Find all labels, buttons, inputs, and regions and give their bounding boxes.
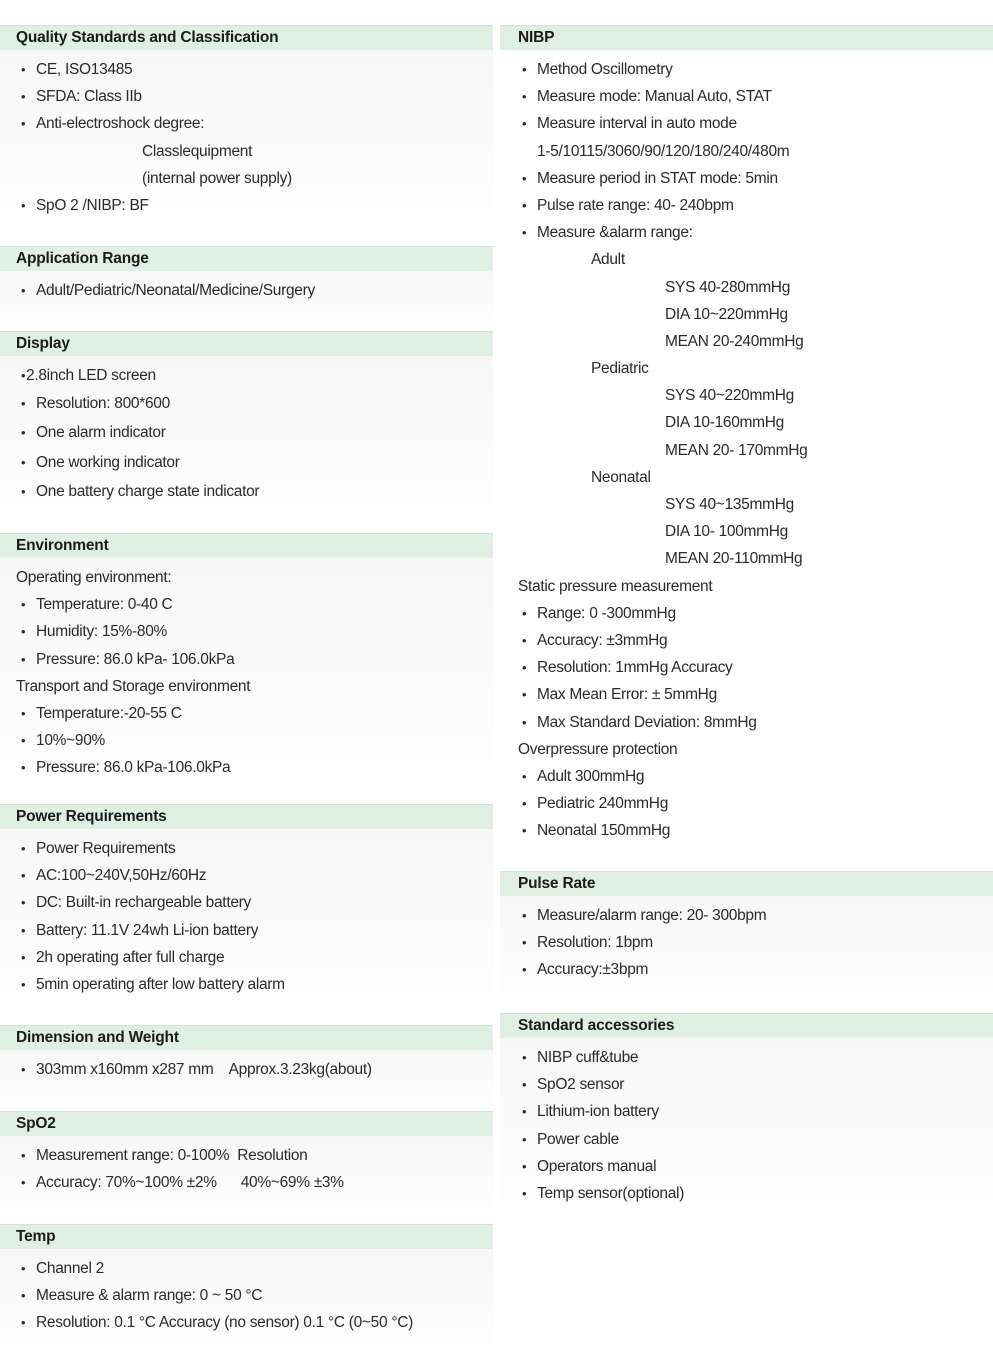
spec-line: DIA 10~220mmHg	[665, 305, 788, 323]
spec-line: Pediatric	[591, 360, 649, 378]
spec-line: • Measure mode: Manual Auto, STAT	[500, 83, 993, 110]
spec-line: • Adult 300mmHg	[500, 763, 993, 790]
spec-line: • Pressure: 86.0 kPa- 106.0kPa	[0, 646, 493, 673]
section-body	[0, 558, 493, 810]
section-body	[500, 896, 993, 1012]
section-title: Quality Standards and Classification	[0, 25, 493, 50]
spec-line: SYS 40-280mmHg	[665, 278, 791, 296]
section-body	[500, 1038, 993, 1234]
spec-line: • Lithium-ion battery	[500, 1098, 993, 1125]
section-title: Power Requirements	[0, 804, 493, 829]
section-body	[0, 1050, 493, 1113]
spec-line: SYS 40~220mmHg	[665, 387, 794, 405]
spec-line: • Battery: 11.1V 24wh Li-ion battery	[0, 917, 493, 944]
section-title: Pulse Rate	[500, 871, 993, 896]
spec-line: • Resolution: 1mmHg Accuracy	[500, 654, 993, 681]
section-title: Temp	[0, 1224, 493, 1249]
section-body	[0, 50, 493, 246]
spec-line: • Pulse rate range: 40- 240bpm	[500, 192, 993, 219]
section-title: Application Range	[0, 246, 493, 271]
spec-line: Neonatal	[591, 468, 651, 486]
spec-line: • Temperature: 0-40 C	[0, 591, 493, 618]
spec-line: • Anti-electroshock degree:	[0, 110, 493, 137]
spec-line: • Measure &alarm range:	[500, 219, 993, 246]
section-body	[0, 1136, 493, 1224]
spec-line: • 5min operating after low battery alarm	[0, 971, 493, 998]
spec-line: MEAN 20- 170mmHg	[665, 441, 808, 459]
spec-line: • Resolution: 0.1 °C Accuracy (no sensor) 0.1 °C (0~50 °C)	[0, 1309, 493, 1336]
spec-line: • CE, ISO13485	[0, 56, 493, 83]
spec-line: • NIBP cuff&tube	[500, 1044, 993, 1071]
spec-line: • One alarm indicator	[0, 418, 493, 447]
spec-line: SYS 40~135mmHg	[665, 496, 794, 513]
spec-line: • 303mm x160mm x287 mm Approx.3.23kg(about)	[0, 1056, 493, 1083]
spec-line: Static pressure measurement	[518, 577, 713, 595]
section-spo2	[0, 1111, 493, 1224]
spec-line: • Max Standard Deviation: 8mmHg	[500, 709, 993, 736]
spec-line: • 2.8inch LED screen	[0, 362, 493, 389]
section-nibp	[500, 25, 993, 876]
spec-line: • Resolution: 800*600	[0, 389, 493, 418]
spec-line: (internal power supply)	[142, 169, 292, 187]
spec-line: • Pressure: 86.0 kPa-106.0kPa	[0, 754, 493, 781]
spec-line: • Pediatric 240mmHg	[500, 790, 993, 817]
spec-line: Transport and Storage environment	[16, 677, 251, 695]
spec-line: • Humidity: 15%-80%	[0, 618, 493, 645]
spec-line: Overpressure protection	[518, 740, 678, 758]
section-body	[500, 50, 993, 876]
spec-line: MEAN 20-240mmHg	[665, 332, 804, 350]
spec-line: • Measure period in STAT mode: 5min	[500, 165, 993, 192]
spec-line: • Adult/Pediatric/Neonatal/Medicine/Surgery	[0, 277, 493, 304]
spec-line: Operating environment:	[16, 569, 172, 586]
spec-line: • Measure/alarm range: 20- 300bpm	[500, 902, 993, 929]
spec-line: • Measure & alarm range: 0 ~ 50 °C	[0, 1282, 493, 1309]
spec-line: • Method Oscillometry	[500, 56, 993, 83]
spec-line: • DC: Built-in rechargeable battery	[0, 889, 493, 916]
spec-line: • Channel 2	[0, 1255, 493, 1282]
spec-line: • 10%~90%	[0, 727, 493, 754]
spec-line: • Resolution: 1bpm	[500, 929, 993, 956]
spec-line: • One battery charge state indicator	[0, 477, 493, 506]
spec-line: MEAN 20-110mmHg	[665, 550, 803, 568]
spec-line: • Measure interval in auto mode	[500, 110, 993, 137]
spec-line: DIA 10- 100mmHg	[665, 523, 788, 541]
section-application	[0, 246, 493, 332]
spec-line: • SpO 2 /NIBP: BF	[0, 192, 493, 219]
spec-line: • Power Requirements	[0, 835, 493, 862]
spec-line: Adult	[591, 251, 625, 269]
spec-line: • Measurement range: 0-100% Resolution	[0, 1142, 493, 1169]
spec-line: Classlequipment	[142, 142, 253, 160]
spec-line: • Accuracy: 70%~100% ±2% 40%~69% ±3%	[0, 1169, 493, 1196]
section-body	[0, 271, 493, 332]
section-temp	[0, 1224, 493, 1367]
spec-line: • Operators manual	[500, 1153, 993, 1180]
spec-line: • AC:100~240V,50Hz/60Hz	[0, 862, 493, 889]
spec-line: • Accuracy: ±3mmHg	[500, 627, 993, 654]
spec-line: • Temperature:-20-55 C	[0, 700, 493, 727]
spec-line: • Temp sensor(optional)	[500, 1180, 993, 1207]
spec-line: • Range: 0 -300mmHg	[500, 600, 993, 627]
spec-line: • SpO2 sensor	[500, 1071, 993, 1098]
section-dimension	[0, 1025, 493, 1113]
section-title: Display	[0, 331, 493, 356]
spec-line: • SFDA: Class IIb	[0, 83, 493, 110]
section-title: Environment	[0, 533, 493, 558]
spec-line: DIA 10-160mmHg	[665, 414, 784, 432]
section-body	[0, 356, 493, 538]
spec-line: 1-5/10115/3060/90/120/180/240/480m	[537, 142, 790, 160]
section-quality	[0, 25, 493, 246]
section-body	[0, 829, 493, 1028]
spec-line: • 2h operating after full charge	[0, 944, 493, 971]
section-title: Dimension and Weight	[0, 1025, 493, 1050]
section-title: SpO2	[0, 1111, 493, 1136]
section-title: NIBP	[500, 25, 993, 50]
spec-line: • Power cable	[500, 1126, 993, 1153]
spec-line: • One working indicator	[0, 448, 493, 477]
section-display	[0, 331, 493, 538]
spec-line: • Max Mean Error: ± 5mmHg	[500, 681, 993, 708]
section-accessories	[500, 1013, 993, 1234]
section-title: Standard accessories	[500, 1013, 993, 1038]
section-body	[0, 1249, 493, 1367]
spec-line: • Accuracy:±3bpm	[500, 956, 993, 983]
section-power	[0, 804, 493, 1028]
section-environment	[0, 533, 493, 810]
spec-line: • Neonatal 150mmHg	[500, 817, 993, 844]
section-pulse-rate	[500, 871, 993, 1012]
